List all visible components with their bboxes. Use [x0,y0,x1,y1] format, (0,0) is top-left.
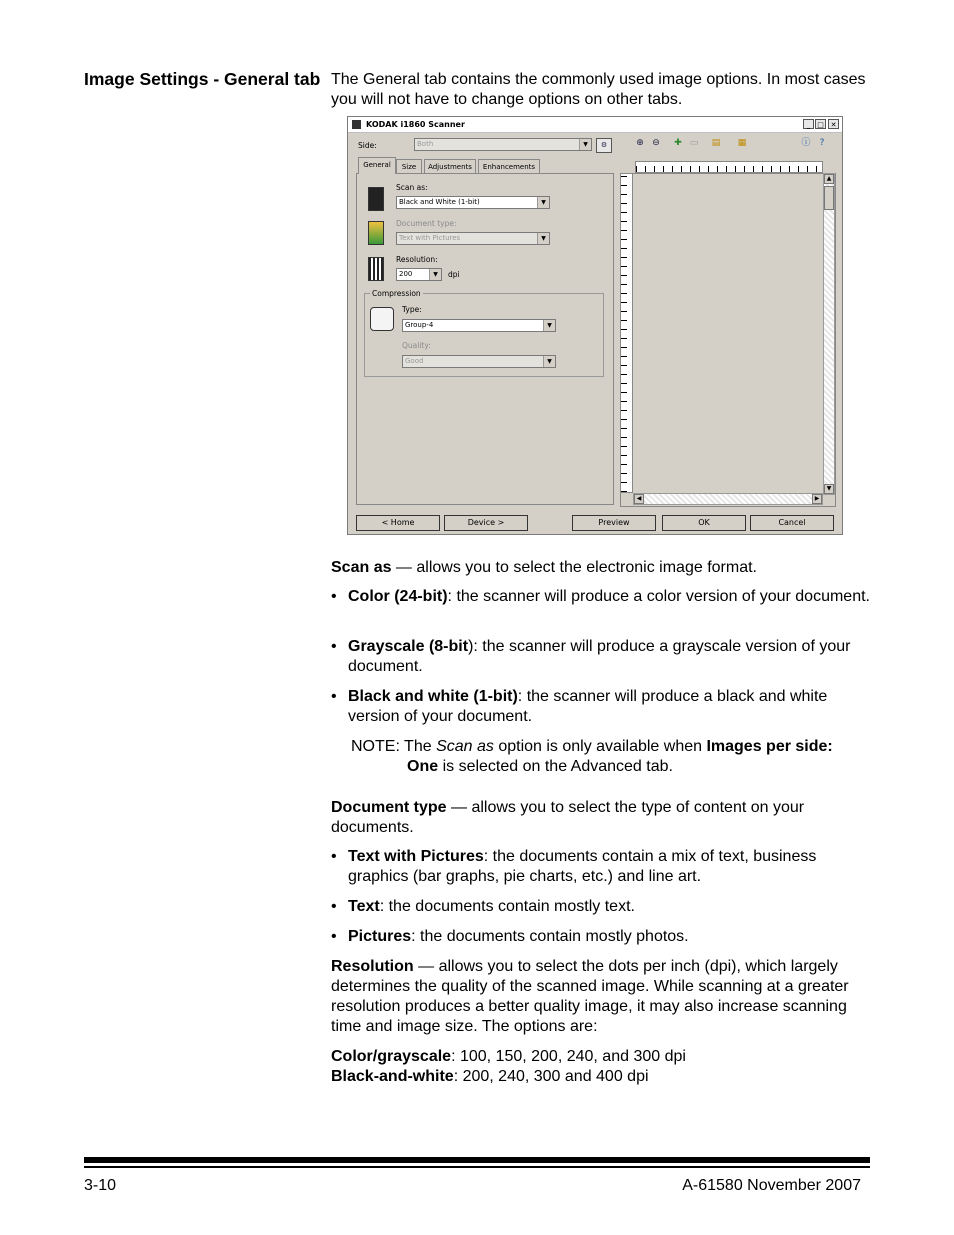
dialog-titlebar [348,117,842,133]
item-term: Color (24-bit) [348,588,448,605]
document-type-icon [368,221,384,245]
settings-icon[interactable]: ⚙ [596,138,612,153]
resolution-unit: dpi [448,270,460,279]
help-info-icon[interactable]: ⓘ [801,138,811,148]
dialog-title: KODAK i1860 Scanner [366,120,465,129]
item-desc: : the documents contain a mix of text, business graphics (bar graphs, pie charts, etc.) and line art. [348,848,817,885]
compression-type-value: Group-4 [405,321,434,329]
scroll-up-icon[interactable]: ▲ [824,174,834,184]
minimize-button[interactable]: _ [803,119,814,129]
chevron-down-icon: ▼ [543,320,555,331]
black-white-desc: : 200, 240, 300 and 400 dpi [453,1068,649,1085]
document-type-paragraph [331,798,871,838]
document-type-desc: — allows you to select the type of content on your documents. [331,799,805,836]
scroll-thumb[interactable] [824,186,834,210]
zoom-out-icon[interactable]: ⊖ [652,138,660,148]
tab-general[interactable]: General [358,157,396,174]
bullet-icon: • [331,638,337,655]
page-number: 3-10 [84,1177,117,1194]
cancel-button[interactable]: Cancel [750,515,834,531]
item-term: Black and white (1-bit) [348,688,518,705]
resolution-term: Resolution [331,958,414,975]
document-type-label: Document type: [396,219,457,228]
scan-as-dropdown[interactable] [396,196,550,209]
scroll-right-icon[interactable]: ▶ [812,494,822,504]
close-button[interactable]: ✕ [828,119,839,129]
black-white-term: Black-and-white [331,1068,454,1085]
select-icon[interactable]: ✚ [674,138,682,148]
note [351,737,871,777]
scan-as-label: Scan as: [396,183,428,192]
intro-paragraph: The General tab contains the commonly used image options. In most cases you will not have to change options on other tabs. [331,71,866,108]
footer-rule-thin [84,1166,870,1168]
note-bold: One [407,758,439,775]
document-type-dropdown[interactable] [396,232,550,245]
item-desc: : the documents contain mostly text. [379,898,635,915]
quality-value: Good [405,357,424,365]
item-term: Pictures [348,928,412,945]
tab-size[interactable]: Size [396,159,422,173]
note-suffix: is selected on the Advanced tab. [438,758,673,775]
list-item [331,897,871,917]
item-desc: : the documents contain mostly photos. [411,928,689,945]
document-id: A-61580 November 2007 [682,1177,861,1194]
bullet-icon: • [331,588,337,605]
scan-as-desc: — allows you to select the electronic image format. [391,559,757,576]
horizontal-scrollbar[interactable] [633,493,823,505]
item-term: Text with Pictures [348,848,484,865]
preview-area[interactable] [620,173,836,507]
item-desc: : the scanner will produce a color version of your document. [447,588,870,605]
compression-type-dropdown[interactable] [402,319,556,332]
chevron-down-icon: ▼ [429,269,441,280]
footer-rule-thick [84,1157,870,1163]
item-desc: : the scanner will produce a black and white version of your document. [348,688,828,725]
top-ruler [635,161,823,173]
ok-button[interactable]: OK [662,515,746,531]
list-item [331,587,871,607]
scan-as-value: Black and White (1-bit) [399,198,480,206]
quality-label: Quality: [402,341,431,350]
resolution-dropdown[interactable] [396,268,442,281]
side-dropdown-value: Both [417,140,434,148]
side-label: Side: [358,141,377,150]
compression-type-label: Type: [402,305,422,314]
list-item [331,847,871,887]
scroll-down-icon[interactable]: ▼ [824,484,834,494]
list-item [331,927,871,947]
left-ruler [620,173,633,493]
bullet-icon: • [331,848,337,865]
maximize-button[interactable]: □ [815,119,826,129]
list-item [331,687,871,727]
scroll-left-icon[interactable]: ◀ [634,494,644,504]
chevron-down-icon: ▼ [537,197,549,208]
resolution-desc: — allows you to select the dots per inch (dpi), which largely determines the quality of the scanned image. While scanning at a greater resolution produces a better quality image, it may also increase scanning time and image size. The options are: [331,958,849,1035]
compression-label: Compression [372,289,421,298]
side-dropdown[interactable] [414,138,592,151]
chevron-down-icon: ▼ [537,233,549,244]
chevron-down-icon: ▼ [543,356,555,367]
resolution-options [331,1047,871,1087]
note-middle: option is only available when [493,738,707,755]
color-grayscale-desc: : 100, 150, 200, 240, and 300 dpi [451,1048,686,1065]
preview-button[interactable]: Preview [572,515,656,531]
resolution-paragraph [331,957,871,1037]
section-heading: Image Settings - General tab [84,69,321,89]
document-type-value: Text with Pictures [399,234,461,242]
scanner-dialog-screenshot [347,116,843,535]
bullet-icon: • [331,688,337,705]
zoom-in-icon[interactable]: ⊕ [636,138,644,148]
quality-dropdown[interactable] [402,355,556,368]
tab-enhancements[interactable]: Enhancements [478,159,540,173]
layout-icon[interactable]: ▦ [737,138,747,148]
note-prefix: NOTE: The [351,738,437,755]
note-bold: Images per side: [706,738,833,755]
scan-as-term: Scan as [331,559,392,576]
resolution-icon [368,257,384,281]
document-icon[interactable]: ▤ [711,138,721,148]
compression-icon [370,307,394,331]
item-term: Text [348,898,380,915]
copy-icon[interactable]: ▭ [689,138,699,148]
vertical-scrollbar[interactable] [823,173,835,495]
document-type-term: Document type [331,799,447,816]
app-icon [352,120,361,129]
tab-adjustments[interactable]: Adjustments [424,159,476,173]
bullet-icon: • [331,928,337,945]
scan-as-paragraph [331,558,871,578]
chevron-down-icon: ▼ [579,139,591,150]
item-term: Grayscale (8-bit [348,638,469,655]
resolution-value: 200 [399,270,413,278]
color-grayscale-term: Color/grayscale [331,1048,452,1065]
resolution-label: Resolution: [396,255,438,264]
item-desc: ): the scanner will produce a grayscale version of your document. [348,638,851,675]
list-item [331,637,871,677]
home-button[interactable]: < Home [356,515,440,531]
bullet-icon: • [331,898,337,915]
scan-as-icon [368,187,384,211]
device-button[interactable]: Device > [444,515,528,531]
note-italic: Scan as [436,738,494,755]
help-icon[interactable]: ? [819,138,825,148]
